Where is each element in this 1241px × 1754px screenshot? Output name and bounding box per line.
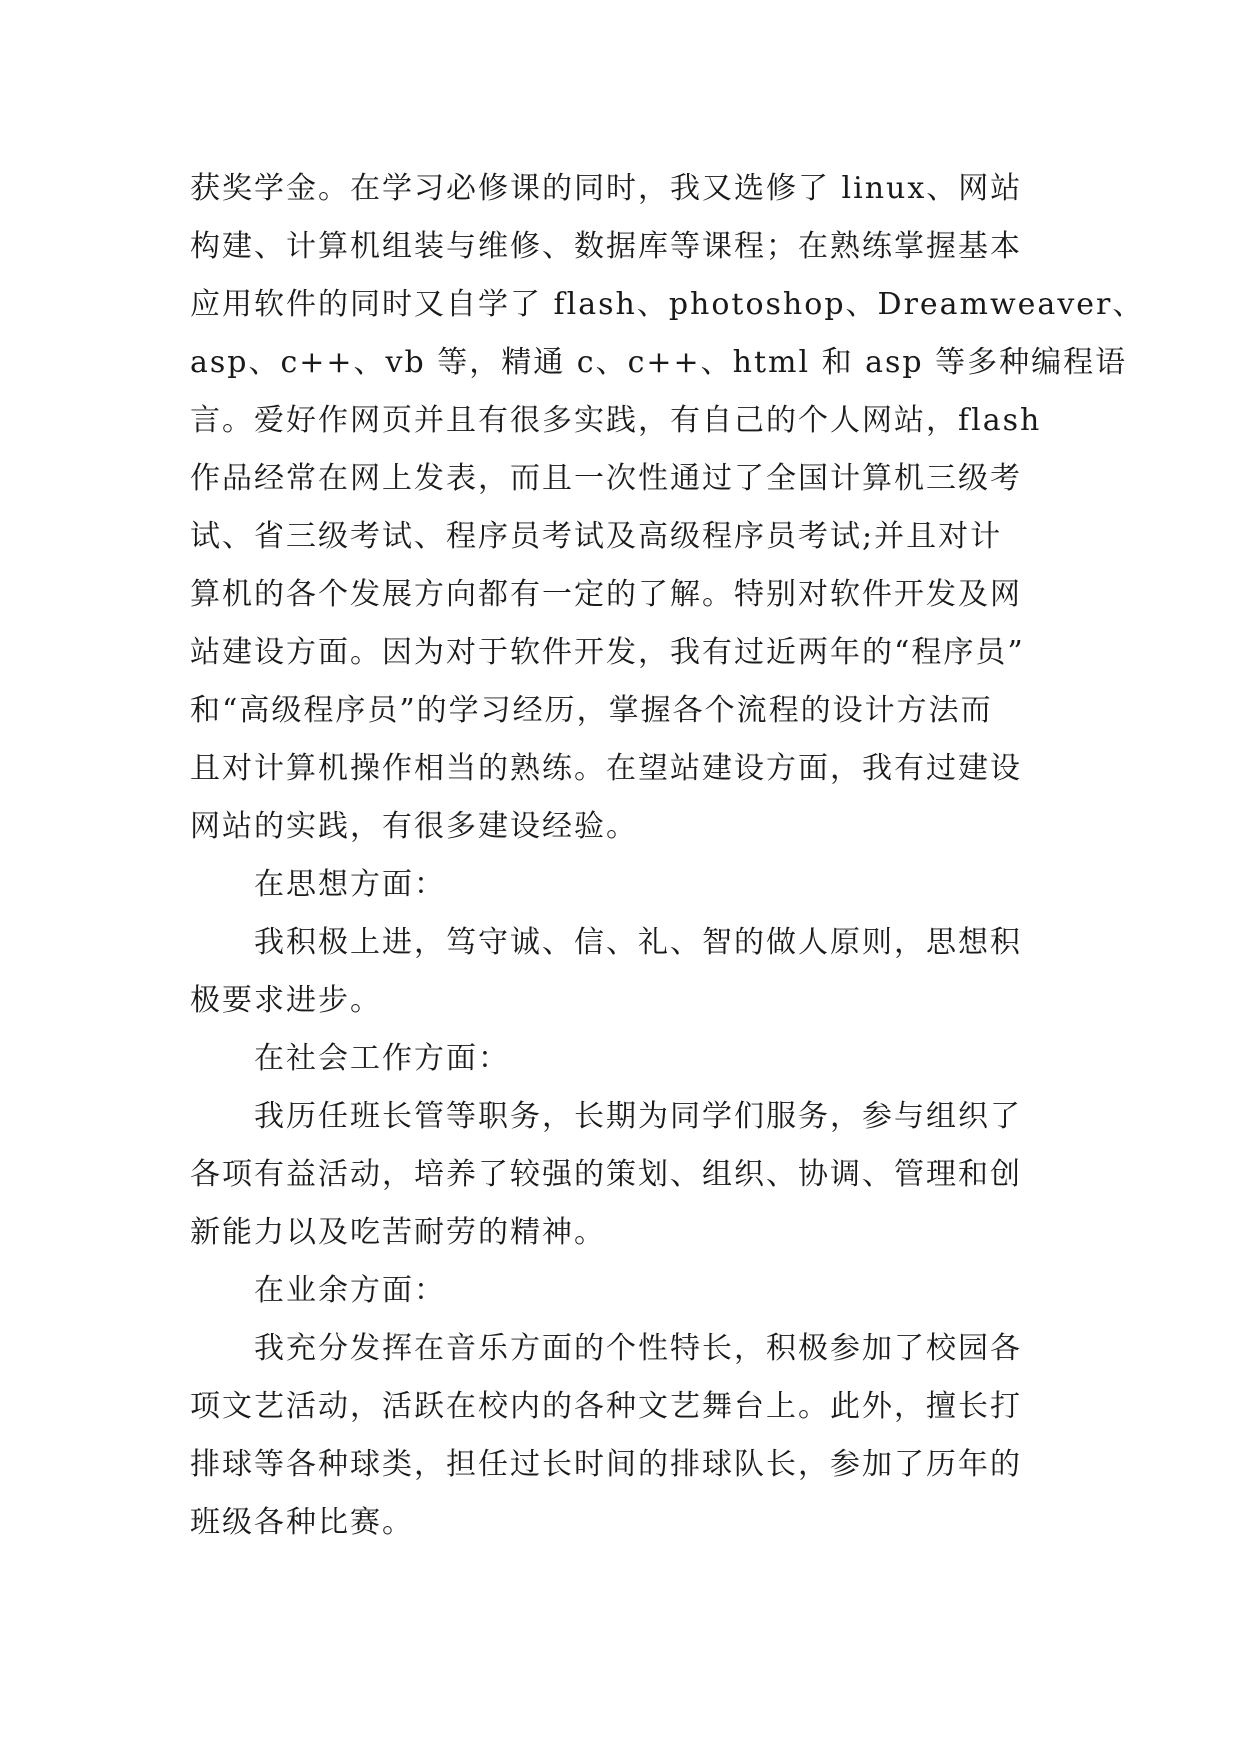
text-line: 各项有益活动，培养了较强的策划、组织、协调、管理和创 xyxy=(190,1157,1022,1192)
text-line: 和“高级程序员”的学习经历，掌握各个流程的设计方法而 xyxy=(190,693,993,728)
heading-thought xyxy=(190,856,1050,914)
text-line: 作品经常在网上发表，而且一次性通过了全国计算机三级考 xyxy=(190,461,1022,496)
text-line: 获奖学金。在学习必修课的同时，我又选修了 linux、网站 xyxy=(190,171,1023,206)
text-line: 试、省三级考试、程序员考试及高级程序员考试;并且对计 xyxy=(190,519,1003,554)
text-line: 我历任班长管等职务，长期为同学们服务，参与组织了 xyxy=(254,1099,1022,1134)
text-line: 项文艺活动，活跃在校内的各种文艺舞台上。此外，擅长打 xyxy=(190,1389,1022,1424)
text-line: 我充分发挥在音乐方面的个性特长，积极参加了校园各 xyxy=(254,1331,1022,1366)
paragraph-thought xyxy=(190,914,1050,1030)
paragraph-social-work xyxy=(190,1088,1050,1262)
section-heading: 在思想方面： xyxy=(254,867,446,902)
heading-social-work xyxy=(190,1030,1050,1088)
text-line: 应用软件的同时又自学了 flash、photoshop、Dreamweaver、 xyxy=(190,287,1145,322)
text-line: 排球等各种球类，担任过长时间的排球队长，参加了历年的 xyxy=(190,1447,1022,1482)
text-line: 言。爱好作网页并且有很多实践，有自己的个人网站，flash xyxy=(190,403,1042,438)
text-line: 我积极上进，笃守诚、信、礼、智的做人原则，思想积 xyxy=(254,925,1022,960)
text-line: asp、c++、vb 等，精通 c、c++、html 和 asp 等多种编程语 xyxy=(190,345,1128,380)
paragraph-skills xyxy=(190,160,1145,856)
section-heading: 在社会工作方面： xyxy=(254,1041,510,1076)
text-line: 算机的各个发展方向都有一定的了解。特别对软件开发及网 xyxy=(190,577,1022,612)
paragraph-leisure xyxy=(190,1320,1050,1552)
heading-leisure xyxy=(190,1262,1050,1320)
section-heading: 在业余方面： xyxy=(254,1273,446,1308)
text-line: 且对计算机操作相当的熟练。在望站建设方面，我有过建设 xyxy=(190,751,1022,786)
text-line: 极要求进步。 xyxy=(190,983,382,1018)
text-line: 班级各种比赛。 xyxy=(190,1505,414,1540)
text-line: 新能力以及吃苦耐劳的精神。 xyxy=(190,1215,606,1250)
text-line: 站建设方面。因为对于软件开发，我有过近两年的“程序员” xyxy=(190,635,1025,670)
text-line: 构建、计算机组装与维修、数据库等课程；在熟练掌握基本 xyxy=(190,229,1022,264)
document-body xyxy=(190,160,1145,1552)
text-line: 网站的实践，有很多建设经验。 xyxy=(190,809,638,844)
